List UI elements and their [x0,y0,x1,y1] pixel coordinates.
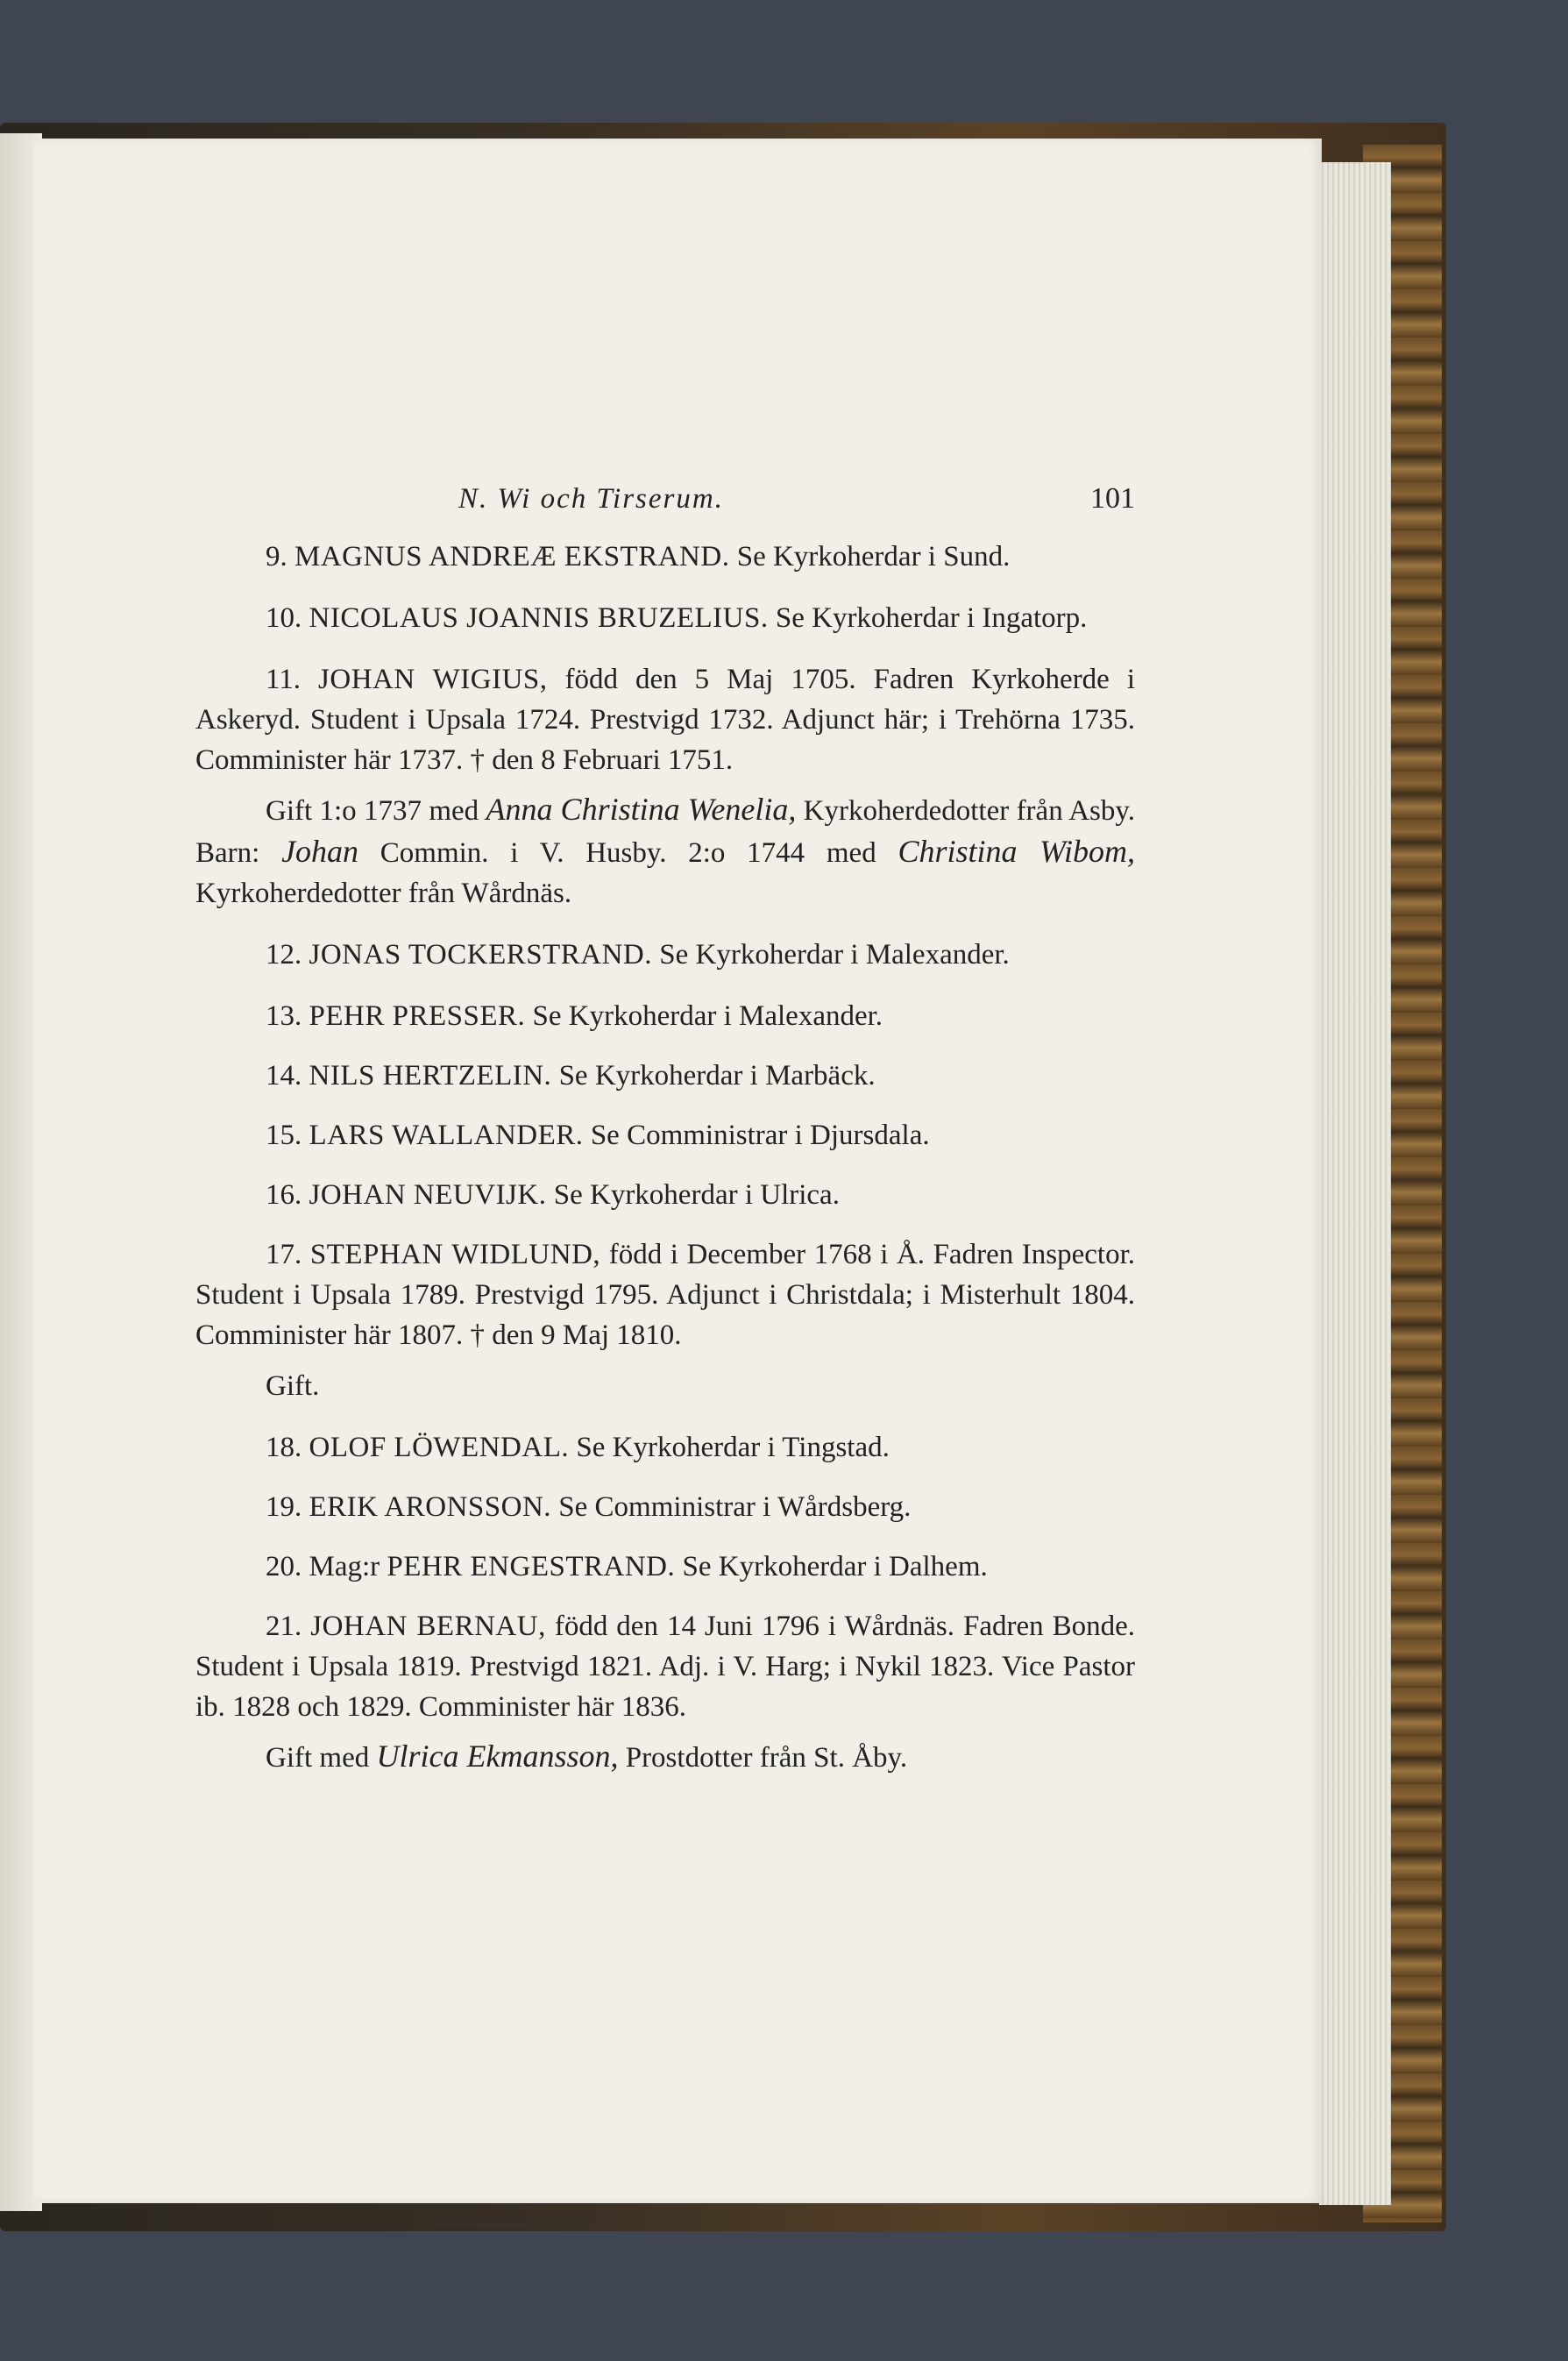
entry-number: 17. [266,1239,302,1270]
entry-text: född den 14 Juni 1796 i Wårdnäs. Fadren Bonde. Student i Upsala 1819. Prestvigd 1821. Adj. i V. Harg; i Nykil 1823. Vice Pastor ib. 1828 och 1829. Comminister här 1836. [195,1611,1136,1723]
entry-text: född i December 1768 i Å. Fadren Inspector. Student i Upsala 1789. Prestvigd 1795. Adjunct i Christdala; i Misterhult 1804. Comminister här 1807. † den 9 Maj 1810. [195,1239,1135,1351]
entry-text: Se Kyrkoherdar i Sund. [729,541,1011,572]
entry-13 [195,996,1135,1036]
entry-name: JOHAN WIGIUS, [318,664,548,695]
running-header [195,479,1135,524]
entry-19 [195,1487,1135,1527]
child-name: Johan [281,834,359,869]
entry-10 [195,598,1135,638]
book-page [33,139,1322,2203]
entry-21-marriage: Gift med Ulrica Ekmansson, Prostdotter från St. Åby. [266,1739,908,1774]
entry-11 [195,659,1135,780]
entry-name: STEPHAN WIDLUND, [309,1239,601,1270]
entry-text: Se Comministrar i Wårdsberg. [551,1491,912,1523]
entry-text: Se Kyrkoherdar i Malexander. [652,939,1010,971]
entry-17 [195,1234,1135,1355]
entry-number: 18. [266,1432,302,1463]
entry-number: 14. [266,1060,302,1092]
entry-text: född den 5 Maj 1705. Fadren Kyrkoherde i Askeryd. Student i Upsala 1724. Prestvigd 1732. Adjunct här; i Trehörna 1735. Comminister här 1737. † den 8 Februari 1751. [195,664,1136,776]
spouse-name: Christina Wibom, [898,834,1135,869]
entry-14 [195,1056,1135,1096]
entry-number: 19. [266,1491,302,1523]
entry-21 [195,1606,1135,1727]
entry-title: Mag:r [309,1551,387,1582]
entry-text: Se Kyrkoherdar i Tingstad. [569,1432,890,1463]
entry-text: Se Comministrar i Djursdala. [583,1120,930,1151]
page-number: 101 [1090,482,1135,515]
entry-name: LARS WALLANDER. [309,1120,584,1151]
running-title: N. Wi och Tirserum. [458,483,724,515]
entry-name: ERIK ARONSSON. [309,1491,552,1523]
entry-number: 15. [266,1120,302,1151]
entry-15 [195,1115,1135,1156]
entry-name: OLOF LÖWENDAL. [309,1432,570,1463]
entry-number: 10. [266,602,302,634]
entry-text: Se Kyrkoherdar i Malexander. [525,1000,883,1032]
entry-20 [195,1547,1135,1587]
closing-rule [435,2223,592,2225]
entry-name: JOHAN NEUVIJK. [309,1179,547,1211]
entry-16 [195,1175,1135,1215]
entry-number: 11. [266,664,302,695]
entry-name: NILS HERTZELIN. [309,1060,552,1092]
entry-text: Se Kyrkoherdar i Marbäck. [551,1060,876,1092]
entry-text: Se Kyrkoherdar i Ulrica. [546,1179,840,1211]
entry-number: 9. [266,541,287,572]
entry-number: 12. [266,939,302,971]
entry-name: NICOLAUS JOANNIS BRUZELIUS. [309,602,769,634]
entry-17-marriage: Gift. [266,1370,320,1402]
entry-name: MAGNUS ANDREÆ EKSTRAND. [294,541,730,572]
page-stack-edge [1319,162,1391,2205]
entry-number: 13. [266,1000,302,1032]
entry-number: 16. [266,1179,302,1211]
entry-text: Se Kyrkoherdar i Ingatorp. [768,602,1088,634]
entry-11-marriage: Gift 1:o 1737 med Anna Christina Wenelia, Kyrkoherdedotter från Asby. Barn: Johan Commin. i V. Husby. 2:o 1744 med Christina Wibom, Kyrkoherdedotter från Wårdnäs. [195,792,1135,909]
spouse-name: Ulrica Ekmansson, [376,1739,619,1774]
spouse-name: Anna Christina Wenelia, [486,792,797,827]
entry-text: Se Kyrkoherdar i Dalhem. [675,1551,988,1582]
entry-12 [195,935,1135,975]
entry-number: 21. [266,1611,302,1642]
entry-18 [195,1427,1135,1468]
entry-number: 20. [266,1551,302,1582]
entry-9 [195,537,1135,577]
entry-name: JONAS TOCKERSTRAND. [309,939,653,971]
entry-name: JOHAN BERNAU, [310,1611,546,1642]
page-text [195,479,1135,1799]
entry-name: PEHR ENGESTRAND. [387,1551,676,1582]
entry-name: PEHR PRESSER. [309,1000,526,1032]
